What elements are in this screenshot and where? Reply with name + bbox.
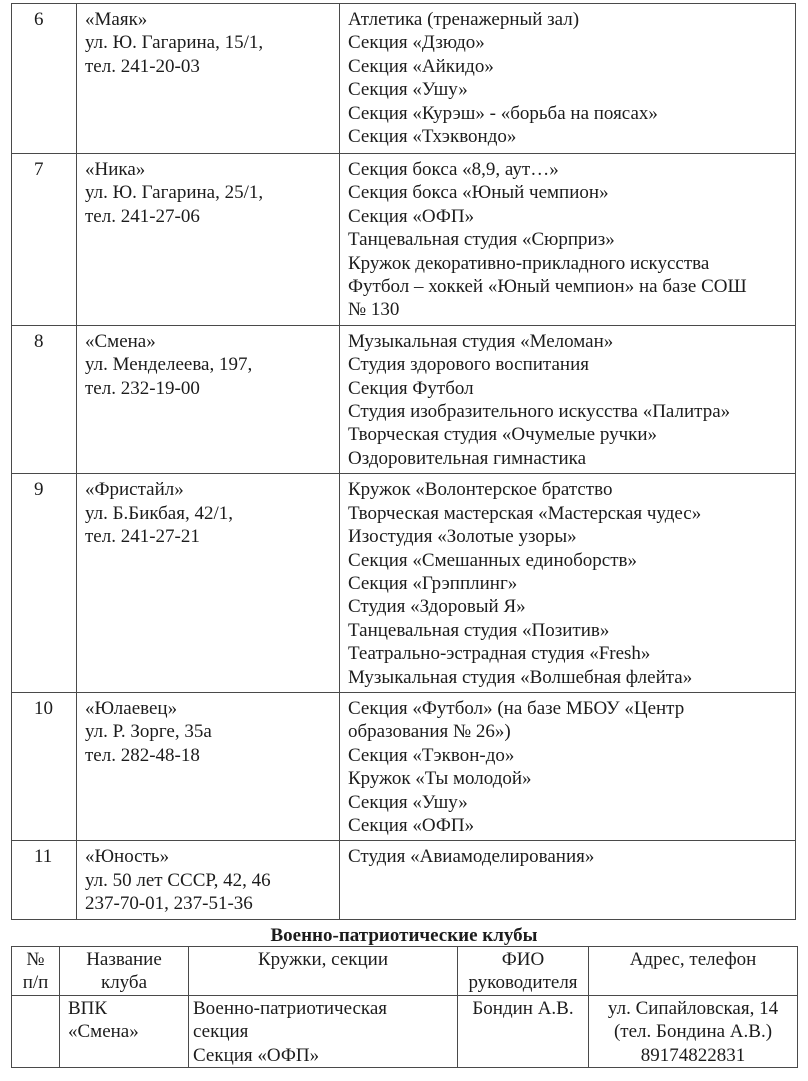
institution-address: ул. Б.Бикбая, 42/1,: [85, 502, 234, 524]
institution-phone: тел. 241-27-06: [85, 205, 200, 227]
activity-item: Студия изобразительного искусства «Палитра»: [348, 401, 731, 423]
club-address: [589, 995, 798, 1067]
row-number: 8: [12, 325, 77, 473]
header-leader-line: руководителя: [468, 972, 578, 994]
activity-item: Танцевальная студия «Сюрприз»: [348, 229, 615, 251]
institution-phone: тел. 241-20-03: [85, 55, 200, 77]
club-leader: Бондин А.В.: [458, 995, 589, 1067]
row-number: 10: [12, 692, 77, 840]
activity-item: Студия «Авиамоделирования»: [348, 846, 595, 868]
activity-item: Атлетика (тренажерный зал): [348, 9, 580, 30]
header-club-name-line: клуба: [100, 972, 148, 994]
institution-info: [77, 325, 340, 473]
activity-item: Кружок декоративно-прикладного искусства: [348, 252, 710, 274]
institution-name: «Маяк»: [85, 9, 148, 30]
activity-item: Кружок «Ты молодой»: [348, 768, 532, 790]
institution-name: «Ника»: [85, 159, 146, 180]
club-phone: 89174822831: [640, 1044, 746, 1066]
activity-item: Секция «Ушу»: [348, 79, 468, 101]
table-header-row: [12, 947, 798, 996]
activity-item: Творческая студия «Очумелые ручки»: [348, 424, 658, 446]
row-number: 6: [12, 4, 77, 154]
club-name-line: «Смена»: [68, 1021, 139, 1043]
activities-list: [340, 692, 796, 840]
club-name: [60, 995, 189, 1067]
club-activity-line: секция: [193, 1021, 249, 1043]
activity-item: Секция «Футбол» (на базе МБОУ «Центр: [348, 697, 685, 719]
activity-item: Секция «ОФП»: [348, 205, 475, 227]
institution-address: ул. 50 лет СССР, 42, 46: [85, 869, 271, 891]
institutions-table: [11, 3, 796, 920]
section-title: Военно-патриотические клубы: [270, 925, 538, 946]
row-number: 7: [12, 154, 77, 326]
activity-item: Футбол – хоккей «Юный чемпион» на базе СОШ: [348, 276, 747, 298]
activity-item: Секция «Айкидо»: [348, 55, 494, 77]
header-number-line: п/п: [22, 972, 49, 994]
activity-item: Секция бокса «Юный чемпион»: [348, 182, 609, 204]
institution-info: [77, 4, 340, 154]
institution-info: [77, 692, 340, 840]
activity-item: Кружок «Волонтерское братство: [348, 479, 613, 501]
institution-address: ул. Ю. Гагарина, 25/1,: [85, 182, 264, 204]
institution-info: [77, 474, 340, 693]
activity-item: Секция «Тхэквондо»: [348, 126, 517, 148]
institution-phone: тел. 232-19-00: [85, 377, 200, 399]
header-number-line: №: [26, 949, 45, 970]
club-name-line: ВПК: [68, 997, 108, 1019]
institution-name: «Фристайл»: [85, 479, 184, 501]
table-row: [12, 692, 796, 840]
table-row: [12, 154, 796, 326]
activity-item: № 130: [348, 299, 400, 321]
institution-address: ул. Р. Зорге, 35а: [85, 721, 212, 743]
header-leader-line: ФИО: [501, 949, 545, 970]
activity-item: Секция «Тэквон-до»: [348, 744, 515, 766]
activity-item: Творческая мастерская «Мастерская чудес»: [348, 502, 702, 524]
institution-name: «Юлаевец»: [85, 697, 178, 719]
header-activities: Кружки, секции: [189, 947, 458, 996]
activity-item: Секция «Смешанных единоборств»: [348, 549, 637, 571]
activity-item: Секция «ОФП»: [348, 814, 475, 836]
activity-item: Студия «Здоровый Я»: [348, 596, 526, 618]
institution-address: ул. Менделеева, 197,: [85, 354, 253, 376]
header-address: Адрес, телефон: [589, 947, 798, 996]
activity-item: Оздоровительная гимнастика: [348, 447, 587, 469]
institution-info: [77, 154, 340, 326]
activity-item: Театрально-эстрадная студия «Fresh»: [348, 643, 651, 665]
activity-item: Секция «Ушу»: [348, 791, 468, 813]
table-row: [12, 325, 796, 473]
activity-item: Музыкальная студия «Волшебная флейта»: [348, 666, 693, 688]
activity-item: Танцевальная студия «Позитив»: [348, 619, 610, 641]
activity-item: Секция «Грэпплинг»: [348, 572, 518, 594]
activity-item: Изостудия «Золотые узоры»: [348, 526, 577, 548]
header-number: [12, 947, 60, 996]
header-club-name-line: Название: [86, 949, 162, 970]
club-address-line: ул. Сипайловская, 14: [607, 997, 779, 1019]
activities-list: [340, 325, 796, 473]
row-number: 11: [12, 841, 77, 919]
activities-list: [340, 4, 796, 154]
activities-list: [340, 474, 796, 693]
activity-item: Секция «Дзюдо»: [348, 32, 485, 54]
table-row: [12, 474, 796, 693]
institution-address: ул. Ю. Гагарина, 15/1,: [85, 32, 264, 54]
military-clubs-table: [11, 946, 798, 1068]
header-leader: [458, 947, 589, 996]
activity-item: Музыкальная студия «Меломан»: [348, 330, 614, 352]
activities-list: [340, 154, 796, 326]
institution-info: [77, 841, 340, 919]
club-activity-line: Военно-патриотическая: [193, 997, 388, 1019]
institution-phone: тел. 282-48-18: [85, 744, 200, 766]
institution-name: «Смена»: [85, 330, 156, 352]
activity-item: образования № 26»): [348, 721, 511, 743]
club-number: [12, 995, 60, 1067]
club-activities: [189, 995, 458, 1067]
table-row: [12, 4, 796, 154]
club-address-line: (тел. Бондина А.В.): [613, 1021, 773, 1043]
activity-item: Секция «Курэш» - «борьба на поясах»: [348, 102, 658, 124]
institution-name: «Юность»: [85, 846, 170, 868]
table-row: [12, 995, 798, 1067]
activities-list: [340, 841, 796, 919]
club-activity-line: Секция «ОФП»: [193, 1044, 320, 1066]
table-row: [12, 841, 796, 919]
activity-item: Секция Футбол: [348, 377, 474, 399]
row-number: 9: [12, 474, 77, 693]
header-club-name: [60, 947, 189, 996]
activity-item: Секция бокса «8,9, аут…»: [348, 159, 559, 180]
institution-phone: тел. 241-27-21: [85, 526, 200, 548]
activity-item: Студия здорового воспитания: [348, 354, 589, 376]
institution-phone: 237-70-01, 237-51-36: [85, 893, 253, 915]
